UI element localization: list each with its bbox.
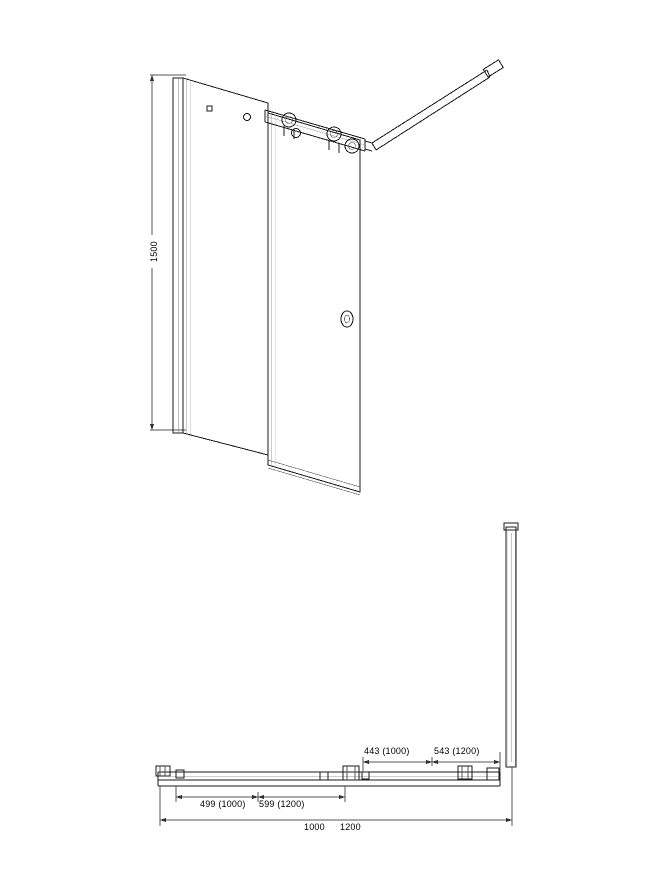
dimension-label-height: 1500 (149, 241, 159, 262)
dimension-label-overall-left: 1000 (304, 822, 325, 832)
dimension-label-overall-right: 1200 (340, 822, 361, 832)
dimension-label-plan-top-left: 443 (1000) (364, 746, 410, 756)
dimension-label-plan-top-right: 543 (1200) (434, 746, 480, 756)
dimension-label-plan-mid-right: 599 (1200) (259, 799, 305, 809)
dimension-label-plan-mid-left: 499 (1000) (200, 799, 246, 809)
